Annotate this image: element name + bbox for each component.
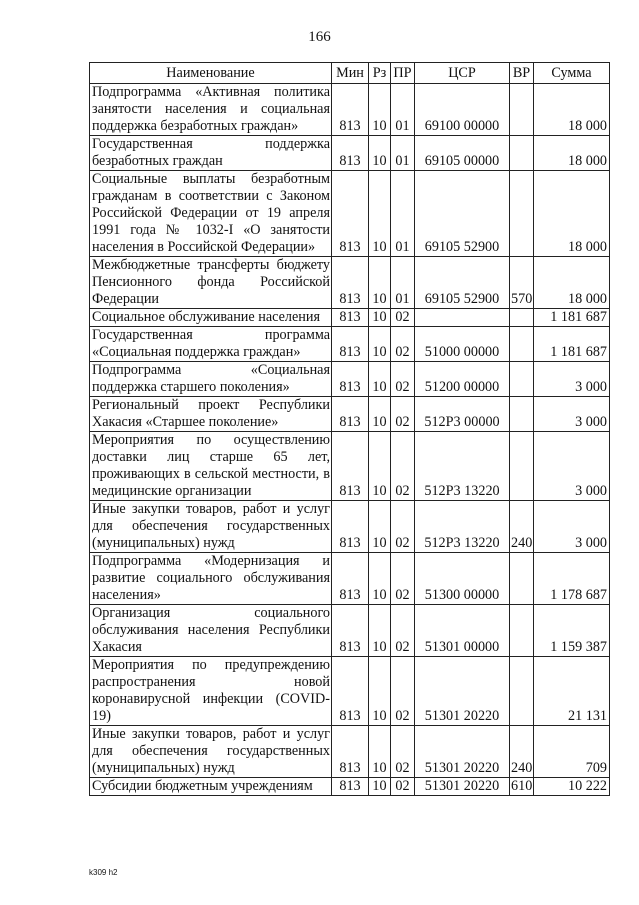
cell-csr: 51300 00000	[415, 553, 510, 605]
cell-rz: 10	[369, 778, 391, 796]
cell-min: 813	[332, 657, 369, 726]
cell-pr: 01	[391, 171, 415, 257]
cell-rz: 10	[369, 397, 391, 432]
cell-min: 813	[332, 397, 369, 432]
cell-min: 813	[332, 726, 369, 778]
cell-sum: 3 000	[534, 362, 610, 397]
cell-name: Социальное обслуживание населения	[90, 309, 332, 327]
cell-csr: 51200 00000	[415, 362, 510, 397]
cell-pr: 02	[391, 327, 415, 362]
cell-vr: 240	[510, 726, 534, 778]
header-pr: ПР	[391, 63, 415, 84]
cell-pr: 02	[391, 778, 415, 796]
cell-rz: 10	[369, 136, 391, 171]
cell-pr: 02	[391, 397, 415, 432]
header-name: Наименование	[90, 63, 332, 84]
cell-min: 813	[332, 309, 369, 327]
table-row	[90, 501, 610, 553]
table-row	[90, 397, 610, 432]
cell-pr: 02	[391, 501, 415, 553]
cell-sum: 21 131	[534, 657, 610, 726]
table-row	[90, 136, 610, 171]
cell-rz: 10	[369, 84, 391, 136]
cell-vr	[510, 397, 534, 432]
table-row	[90, 362, 610, 397]
cell-sum: 10 222	[534, 778, 610, 796]
cell-vr	[510, 605, 534, 657]
header-vr: ВР	[510, 63, 534, 84]
budget-table	[89, 62, 610, 796]
cell-sum: 3 000	[534, 432, 610, 501]
cell-pr: 01	[391, 257, 415, 309]
cell-name: Субсидии бюджетным учреждениям	[90, 778, 332, 796]
cell-rz: 10	[369, 605, 391, 657]
cell-csr: 51301 20220	[415, 726, 510, 778]
table-row	[90, 657, 610, 726]
cell-name: Подпрограмма «Модернизация и развитие социального обслуживания населения»	[90, 553, 332, 605]
cell-vr	[510, 136, 534, 171]
header-sum: Сумма	[534, 63, 610, 84]
cell-vr	[510, 553, 534, 605]
cell-vr: 610	[511, 778, 533, 794]
cell-vr	[510, 362, 534, 397]
cell-sum: 3 000	[534, 501, 610, 553]
cell-min: 813	[332, 84, 369, 136]
cell-pr: 01	[391, 136, 415, 171]
cell-vr	[510, 309, 534, 327]
cell-rz: 10	[369, 657, 391, 726]
cell-pr: 02	[391, 605, 415, 657]
cell-min: 813	[332, 171, 369, 257]
cell-rz: 10	[369, 432, 391, 501]
cell-name: Социальные выплаты безработным гражданам в соответствии с Законом Российской Федерации от 19 апреля 1991 года № 1032-I «О занятости населения в Российской Федерации»	[90, 171, 332, 257]
cell-min: 813	[332, 432, 369, 501]
cell-name: Государственная поддержка безработных граждан	[90, 136, 332, 171]
table-row	[90, 84, 610, 136]
cell-sum: 1 181 687	[534, 327, 610, 362]
cell-min: 813	[332, 136, 369, 171]
table-header-row	[90, 63, 610, 84]
cell-vr	[510, 84, 534, 136]
cell-csr: 51301 20220	[415, 657, 510, 726]
page-number: 166	[308, 29, 331, 45]
cell-name: Иные закупки товаров, работ и услуг для обеспечения государственных (муниципальных) нужд	[90, 726, 332, 778]
cell-vr: 570	[510, 257, 534, 309]
cell-sum: 18 000	[534, 257, 610, 309]
table-row	[90, 553, 610, 605]
cell-min: 813	[332, 778, 369, 796]
cell-min: 813	[332, 553, 369, 605]
cell-pr: 02	[391, 432, 415, 501]
cell-csr: 69105 52900	[415, 257, 510, 309]
table-row	[90, 171, 610, 257]
cell-csr: 512P3 00000	[415, 397, 510, 432]
cell-csr: 51000 00000	[415, 327, 510, 362]
cell-rz: 10	[369, 171, 391, 257]
cell-csr: 69100 00000	[415, 84, 510, 136]
cell-pr: 02	[391, 309, 415, 327]
cell-name: Иные закупки товаров, работ и услуг для обеспечения государственных (муниципальных) нужд	[90, 501, 332, 553]
cell-csr	[415, 309, 510, 327]
table-row	[90, 605, 610, 657]
cell-name: Подпрограмма «Социальная поддержка старшего поколения»	[90, 362, 332, 397]
cell-name: Мероприятия по предупреждению распространения новой коронавирусной инфекции (COVID-19)	[90, 657, 332, 726]
cell-vr	[510, 657, 534, 726]
cell-vr	[510, 432, 534, 501]
cell-pr: 02	[391, 362, 415, 397]
cell-csr: 51301 20220	[415, 778, 510, 796]
cell-rz: 10	[369, 501, 391, 553]
table-row	[90, 726, 610, 778]
cell-sum: 18 000	[534, 136, 610, 171]
cell-pr: 01	[391, 84, 415, 136]
cell-name: Региональный проект Республики Хакасия «Старшее поколение»	[90, 397, 332, 432]
cell-name: Мероприятия по осуществлению доставки лиц старше 65 лет, проживающих в сельской местности, в медицинские организации	[90, 432, 332, 501]
table-row	[90, 257, 610, 309]
cell-pr: 02	[391, 657, 415, 726]
cell-csr: 512P3 13220	[415, 432, 510, 501]
cell-vr	[510, 171, 534, 257]
cell-sum: 18 000	[534, 84, 610, 136]
table-row	[90, 432, 610, 501]
cell-rz: 10	[369, 327, 391, 362]
header-rz: Рз	[369, 63, 391, 84]
table-row	[90, 327, 610, 362]
cell-min: 813	[332, 257, 369, 309]
cell-name: Подпрограмма «Активная политика занятости населения и социальная поддержка безработных граждан»	[90, 84, 332, 136]
cell-vr	[510, 327, 534, 362]
cell-min: 813	[332, 501, 369, 553]
cell-rz: 10	[369, 362, 391, 397]
cell-sum: 709	[534, 726, 610, 778]
cell-csr: 69105 52900	[415, 171, 510, 257]
cell-min: 813	[332, 605, 369, 657]
footer-code: k309 h2	[89, 868, 118, 877]
cell-csr: 512P3 13220	[415, 501, 510, 553]
cell-rz: 10	[369, 257, 391, 309]
cell-sum: 1 159 387	[534, 605, 610, 657]
cell-name: Организация социального обслуживания населения Республики Хакасия	[90, 605, 332, 657]
cell-sum: 1 181 687	[534, 309, 610, 327]
cell-sum: 18 000	[534, 171, 610, 257]
cell-csr: 51301 00000	[415, 605, 510, 657]
table-row	[90, 778, 610, 796]
cell-rz: 10	[369, 309, 391, 327]
header-csr: ЦСР	[415, 63, 510, 84]
cell-sum: 1 178 687	[534, 553, 610, 605]
header-min: Мин	[332, 63, 369, 84]
cell-csr: 69105 00000	[415, 136, 510, 171]
cell-pr: 02	[391, 553, 415, 605]
cell-vr: 240	[510, 501, 534, 553]
cell-rz: 10	[369, 553, 391, 605]
cell-name: Государственная программа «Социальная поддержка граждан»	[90, 327, 332, 362]
table-row	[90, 309, 610, 327]
cell-sum: 3 000	[534, 397, 610, 432]
cell-pr: 02	[391, 726, 415, 778]
cell-min: 813	[332, 327, 369, 362]
cell-min: 813	[332, 362, 369, 397]
cell-name: Межбюджетные трансферты бюджету Пенсионного фонда Российской Федерации	[90, 257, 332, 309]
cell-rz: 10	[369, 726, 391, 778]
